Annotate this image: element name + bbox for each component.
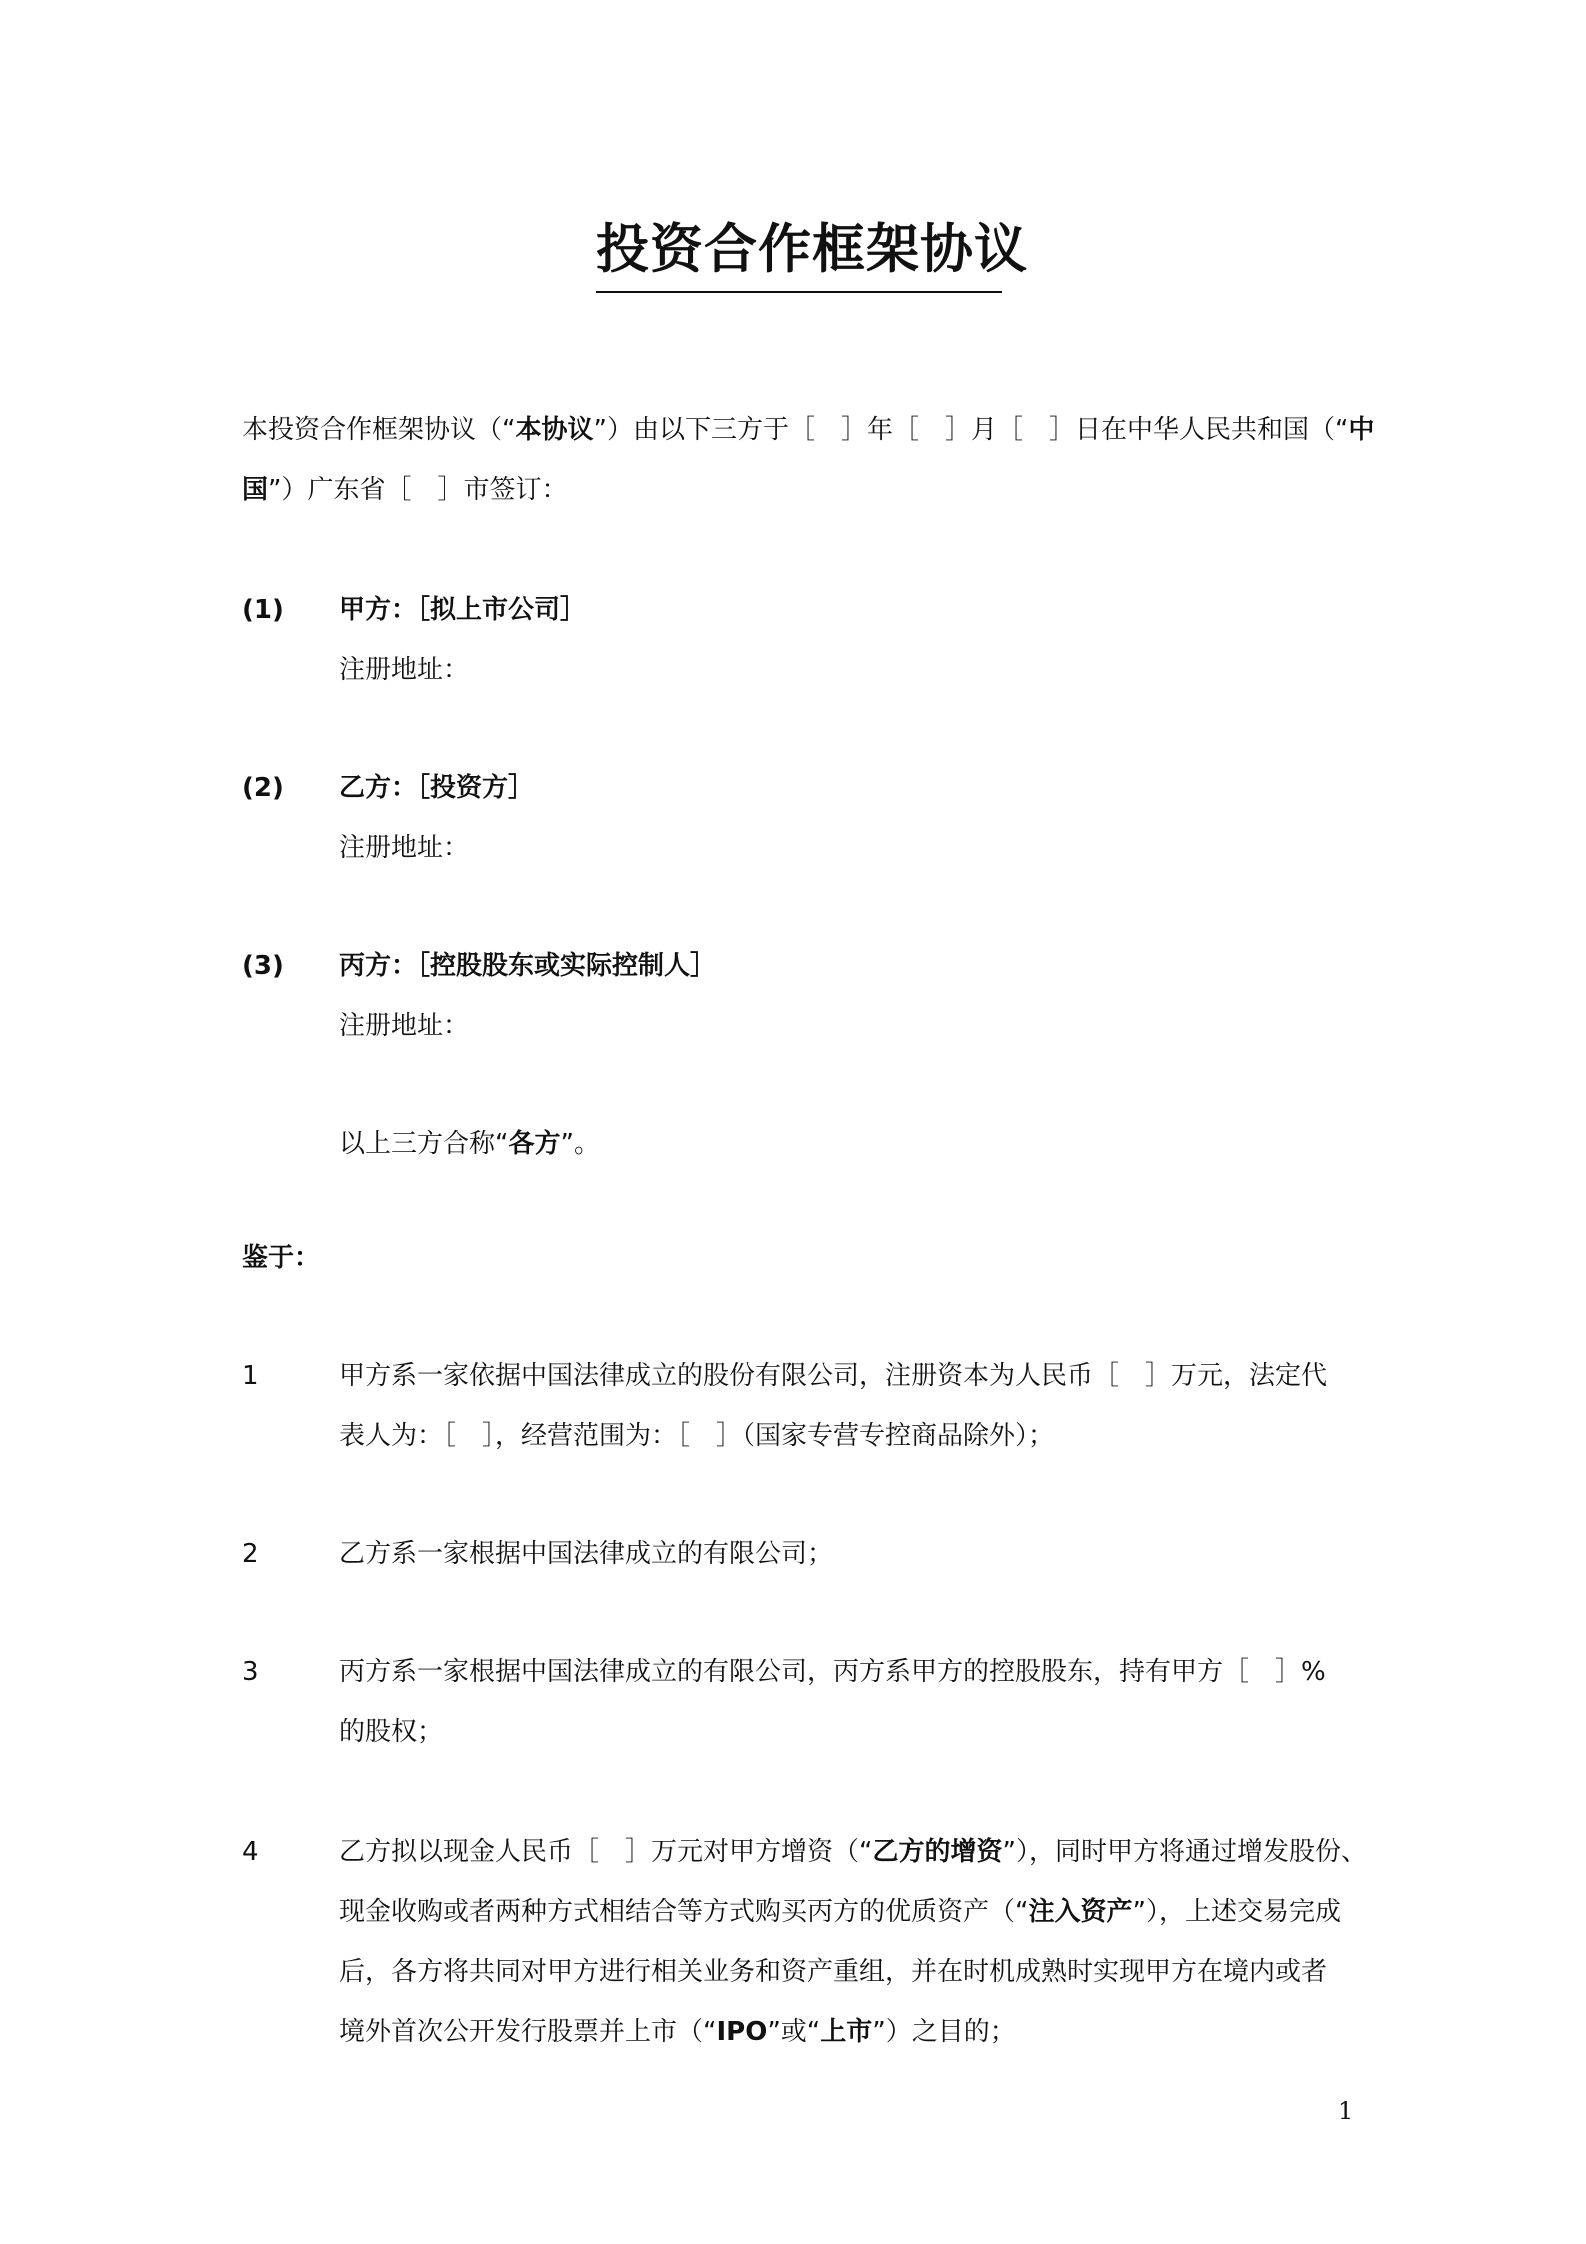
recital-4-line-3: 后，各方将共同对甲方进行相关业务和资产重组，并在时机成熟时实现甲方在境内或者 bbox=[339, 1957, 1328, 1987]
party-number: (2) bbox=[242, 773, 284, 803]
defined-term: 上市 bbox=[820, 2017, 873, 2047]
defined-term: 注入资产 bbox=[1028, 1897, 1133, 1927]
recital-4-line-1 bbox=[339, 1834, 1367, 1870]
intro-line-2 bbox=[242, 472, 568, 508]
recital-text: ”）之目的； bbox=[872, 2017, 1016, 2047]
recital-2-line-1: 乙方系一家根据中国法律成立的有限公司； bbox=[339, 1539, 834, 1569]
collective-text: 以上三方合称“ bbox=[339, 1129, 509, 1159]
recital-1-line-2: 表人为：［ ］，经营范围为：［ ］（国家专营专控商品除外）； bbox=[339, 1421, 1055, 1451]
party-address-label: 注册地址： bbox=[339, 655, 470, 685]
intro-text: 本投资合作框架协议（“ bbox=[242, 415, 516, 445]
document-title: 投资合作框架协议 bbox=[596, 219, 1028, 280]
recital-text: 境外首次公开发行股票并上市（“ bbox=[339, 2017, 717, 2047]
recital-1-line-1: 甲方系一家依据中国法律成立的股份有限公司，注册资本为人民币［ ］万元，法定代 bbox=[339, 1361, 1328, 1391]
defined-term: 本协议 bbox=[515, 415, 594, 445]
collective-text: ”。 bbox=[560, 1129, 600, 1159]
whereas-heading: 鉴于： bbox=[242, 1243, 321, 1273]
party-address-label: 注册地址： bbox=[339, 833, 470, 863]
recital-text: 现金收购或者两种方式相结合等方式购买丙方的优质资产（“ bbox=[339, 1897, 1029, 1927]
recital-text: ”），同时甲方将通过增发股份、 bbox=[1002, 1837, 1367, 1867]
collective-definition bbox=[339, 1126, 600, 1162]
party-name: 丙方：［控股股东或实际控制人］ bbox=[339, 951, 717, 981]
defined-term: IPO bbox=[716, 2017, 768, 2047]
recital-number: 2 bbox=[242, 1539, 259, 1569]
defined-term: 各方 bbox=[508, 1129, 561, 1159]
defined-term: 中 bbox=[1348, 415, 1375, 445]
recital-3-line-1: 丙方系一家根据中国法律成立的有限公司，丙方系甲方的控股股东，持有甲方［ ］% bbox=[339, 1657, 1326, 1687]
recital-4-line-2 bbox=[339, 1894, 1341, 1930]
defined-term: 乙方的增资 bbox=[872, 1837, 1003, 1867]
recital-4-line-4 bbox=[339, 2014, 1016, 2050]
recital-number: 3 bbox=[242, 1657, 259, 1687]
recital-number: 1 bbox=[242, 1361, 259, 1391]
intro-text: ”）广东省［ ］市签订： bbox=[268, 475, 568, 505]
party-name: 甲方：［拟上市公司］ bbox=[339, 595, 587, 625]
intro-text: ”）由以下三方于［ ］年［ ］月［ ］日在中华人民共和国（“ bbox=[593, 415, 1349, 445]
party-number: (3) bbox=[242, 951, 284, 981]
title-underline bbox=[596, 291, 1002, 293]
recital-text: ”或“ bbox=[767, 2017, 821, 2047]
party-address-label: 注册地址： bbox=[339, 1011, 470, 1041]
intro-line-1 bbox=[242, 412, 1374, 448]
defined-term: 国 bbox=[242, 475, 269, 505]
party-number: (1) bbox=[242, 595, 284, 625]
party-name: 乙方：［投资方］ bbox=[339, 773, 535, 803]
recital-3-line-2: 的股权； bbox=[339, 1717, 444, 1747]
recital-text: 乙方拟以现金人民币［ ］万元对甲方增资（“ bbox=[339, 1837, 873, 1867]
page-number: 1 bbox=[1338, 2097, 1354, 2125]
recital-text: ”），上述交易完成 bbox=[1132, 1897, 1341, 1927]
recital-number: 4 bbox=[242, 1837, 259, 1867]
